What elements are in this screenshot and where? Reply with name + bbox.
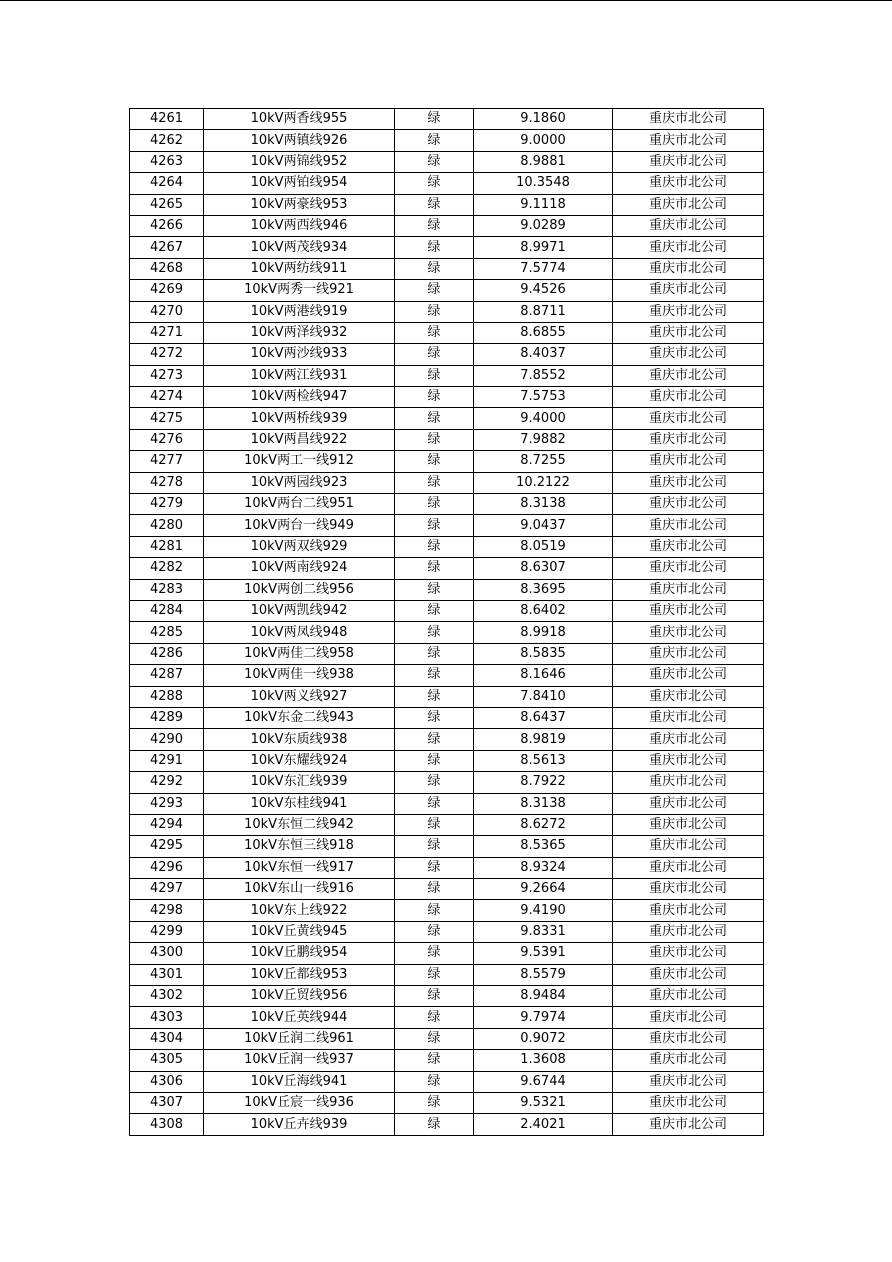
status-color-cell: 绿 (395, 1092, 474, 1113)
table-row (130, 707, 764, 728)
value-cell: 9.4190 (474, 900, 613, 921)
line-name-cell: 10kV丘都线953 (204, 964, 395, 985)
value-cell: 8.4037 (474, 344, 613, 365)
row-number-cell: 4276 (130, 429, 204, 450)
row-number-cell: 4302 (130, 986, 204, 1007)
line-name-cell: 10kV东恒二线942 (204, 814, 395, 835)
company-cell: 重庆市北公司 (613, 194, 764, 215)
line-name-cell: 10kV两西线946 (204, 215, 395, 236)
table-row (130, 130, 764, 151)
company-cell: 重庆市北公司 (613, 600, 764, 621)
row-number-cell: 4280 (130, 515, 204, 536)
status-color-cell: 绿 (395, 237, 474, 258)
value-cell: 8.1646 (474, 665, 613, 686)
row-number-cell: 4269 (130, 280, 204, 301)
line-name-cell: 10kV两沙线933 (204, 344, 395, 365)
row-number-cell: 4286 (130, 643, 204, 664)
company-cell: 重庆市北公司 (613, 451, 764, 472)
row-number-cell: 4265 (130, 194, 204, 215)
line-name-cell: 10kV两佳一线938 (204, 665, 395, 686)
company-cell: 重庆市北公司 (613, 686, 764, 707)
line-name-cell: 10kV两创二线956 (204, 579, 395, 600)
status-color-cell: 绿 (395, 1071, 474, 1092)
table-row (130, 280, 764, 301)
row-number-cell: 4294 (130, 814, 204, 835)
line-name-cell: 10kV丘润二线961 (204, 1028, 395, 1049)
status-color-cell: 绿 (395, 772, 474, 793)
row-number-cell: 4271 (130, 322, 204, 343)
row-number-cell: 4293 (130, 793, 204, 814)
company-cell: 重庆市北公司 (613, 494, 764, 515)
value-cell: 8.3138 (474, 494, 613, 515)
row-number-cell: 4261 (130, 109, 204, 130)
status-color-cell: 绿 (395, 857, 474, 878)
line-name-cell: 10kV东质线938 (204, 729, 395, 750)
company-cell: 重庆市北公司 (613, 322, 764, 343)
row-number-cell: 4304 (130, 1028, 204, 1049)
value-cell: 9.6744 (474, 1071, 613, 1092)
company-cell: 重庆市北公司 (613, 750, 764, 771)
value-cell: 9.2664 (474, 879, 613, 900)
line-name-cell: 10kV两义线927 (204, 686, 395, 707)
row-number-cell: 4274 (130, 387, 204, 408)
company-cell: 重庆市北公司 (613, 408, 764, 429)
status-color-cell: 绿 (395, 194, 474, 215)
company-cell: 重庆市北公司 (613, 622, 764, 643)
status-color-cell: 绿 (395, 665, 474, 686)
status-color-cell: 绿 (395, 1114, 474, 1135)
company-cell: 重庆市北公司 (613, 280, 764, 301)
company-cell: 重庆市北公司 (613, 1071, 764, 1092)
value-cell: 9.0289 (474, 215, 613, 236)
row-number-cell: 4284 (130, 600, 204, 621)
company-cell: 重庆市北公司 (613, 793, 764, 814)
line-name-cell: 10kV两双线929 (204, 536, 395, 557)
company-cell: 重庆市北公司 (613, 836, 764, 857)
row-number-cell: 4308 (130, 1114, 204, 1135)
row-number-cell: 4290 (130, 729, 204, 750)
company-cell: 重庆市北公司 (613, 536, 764, 557)
value-cell: 8.9324 (474, 857, 613, 878)
value-cell: 9.4000 (474, 408, 613, 429)
value-cell: 9.7974 (474, 1007, 613, 1028)
status-color-cell: 绿 (395, 301, 474, 322)
status-color-cell: 绿 (395, 173, 474, 194)
line-name-cell: 10kV两锦线952 (204, 151, 395, 172)
table-row (130, 301, 764, 322)
value-cell: 9.5321 (474, 1092, 613, 1113)
row-number-cell: 4300 (130, 943, 204, 964)
table-row (130, 322, 764, 343)
row-number-cell: 4298 (130, 900, 204, 921)
line-name-cell: 10kV两香线955 (204, 109, 395, 130)
status-color-cell: 绿 (395, 130, 474, 151)
status-color-cell: 绿 (395, 943, 474, 964)
value-cell: 9.5391 (474, 943, 613, 964)
table-row (130, 686, 764, 707)
row-number-cell: 4297 (130, 879, 204, 900)
table-row (130, 494, 764, 515)
line-name-cell: 10kV两佳二线958 (204, 643, 395, 664)
line-name-cell: 10kV两园线923 (204, 472, 395, 493)
status-color-cell: 绿 (395, 579, 474, 600)
line-name-cell: 10kV两台一线949 (204, 515, 395, 536)
value-cell: 8.7255 (474, 451, 613, 472)
table-row (130, 1092, 764, 1113)
company-cell: 重庆市北公司 (613, 665, 764, 686)
status-color-cell: 绿 (395, 793, 474, 814)
value-cell: 1.3608 (474, 1050, 613, 1071)
value-cell: 8.5613 (474, 750, 613, 771)
status-color-cell: 绿 (395, 879, 474, 900)
row-number-cell: 4270 (130, 301, 204, 322)
table-row (130, 1050, 764, 1071)
value-cell: 8.3138 (474, 793, 613, 814)
line-name-cell: 10kV两工一线912 (204, 451, 395, 472)
line-name-cell: 10kV两江线931 (204, 365, 395, 386)
value-cell: 8.9918 (474, 622, 613, 643)
company-cell: 重庆市北公司 (613, 986, 764, 1007)
company-cell: 重庆市北公司 (613, 857, 764, 878)
status-color-cell: 绿 (395, 921, 474, 942)
line-name-cell: 10kV两豪线953 (204, 194, 395, 215)
row-number-cell: 4281 (130, 536, 204, 557)
value-cell: 8.6437 (474, 707, 613, 728)
row-number-cell: 4287 (130, 665, 204, 686)
value-cell: 8.9881 (474, 151, 613, 172)
row-number-cell: 4285 (130, 622, 204, 643)
company-cell: 重庆市北公司 (613, 237, 764, 258)
status-color-cell: 绿 (395, 280, 474, 301)
line-name-cell: 10kV两桥线939 (204, 408, 395, 429)
row-number-cell: 4277 (130, 451, 204, 472)
value-cell: 7.9882 (474, 429, 613, 450)
value-cell: 10.2122 (474, 472, 613, 493)
company-cell: 重庆市北公司 (613, 943, 764, 964)
table-row (130, 472, 764, 493)
line-name-cell: 10kV两检线947 (204, 387, 395, 408)
company-cell: 重庆市北公司 (613, 558, 764, 579)
value-cell: 7.5774 (474, 258, 613, 279)
company-cell: 重庆市北公司 (613, 258, 764, 279)
table-row (130, 536, 764, 557)
table-row (130, 1071, 764, 1092)
company-cell: 重庆市北公司 (613, 151, 764, 172)
row-number-cell: 4289 (130, 707, 204, 728)
table-row (130, 258, 764, 279)
value-cell: 8.5365 (474, 836, 613, 857)
line-name-cell: 10kV丘英线944 (204, 1007, 395, 1028)
line-name-cell: 10kV丘宸一线936 (204, 1092, 395, 1113)
line-name-cell: 10kV丘卉线939 (204, 1114, 395, 1135)
value-cell: 7.8410 (474, 686, 613, 707)
company-cell: 重庆市北公司 (613, 344, 764, 365)
table-row (130, 772, 764, 793)
line-name-cell: 10kV东山一线916 (204, 879, 395, 900)
status-color-cell: 绿 (395, 558, 474, 579)
status-color-cell: 绿 (395, 707, 474, 728)
line-data-table (129, 108, 764, 1136)
line-name-cell: 10kV两昌线922 (204, 429, 395, 450)
status-color-cell: 绿 (395, 986, 474, 1007)
company-cell: 重庆市北公司 (613, 130, 764, 151)
line-name-cell: 10kV东汇线939 (204, 772, 395, 793)
company-cell: 重庆市北公司 (613, 472, 764, 493)
company-cell: 重庆市北公司 (613, 1092, 764, 1113)
company-cell: 重庆市北公司 (613, 1007, 764, 1028)
table-row (130, 986, 764, 1007)
value-cell: 8.5579 (474, 964, 613, 985)
table-row (130, 857, 764, 878)
status-color-cell: 绿 (395, 1028, 474, 1049)
table-row (130, 622, 764, 643)
value-cell: 7.5753 (474, 387, 613, 408)
line-name-cell: 10kV丘贸线956 (204, 986, 395, 1007)
table-row (130, 429, 764, 450)
value-cell: 9.1860 (474, 109, 613, 130)
company-cell: 重庆市北公司 (613, 429, 764, 450)
row-number-cell: 4283 (130, 579, 204, 600)
company-cell: 重庆市北公司 (613, 729, 764, 750)
line-name-cell: 10kV两铂线954 (204, 173, 395, 194)
table-row (130, 900, 764, 921)
page-top-rule (0, 0, 892, 1)
status-color-cell: 绿 (395, 836, 474, 857)
value-cell: 0.9072 (474, 1028, 613, 1049)
row-number-cell: 4296 (130, 857, 204, 878)
table-row (130, 151, 764, 172)
table-row (130, 515, 764, 536)
status-color-cell: 绿 (395, 109, 474, 130)
row-number-cell: 4301 (130, 964, 204, 985)
row-number-cell: 4272 (130, 344, 204, 365)
table-row (130, 451, 764, 472)
row-number-cell: 4266 (130, 215, 204, 236)
row-number-cell: 4264 (130, 173, 204, 194)
status-color-cell: 绿 (395, 344, 474, 365)
company-cell: 重庆市北公司 (613, 515, 764, 536)
row-number-cell: 4307 (130, 1092, 204, 1113)
table-row (130, 109, 764, 130)
status-color-cell: 绿 (395, 536, 474, 557)
table-body (130, 109, 764, 1136)
row-number-cell: 4278 (130, 472, 204, 493)
company-cell: 重庆市北公司 (613, 964, 764, 985)
status-color-cell: 绿 (395, 964, 474, 985)
company-cell: 重庆市北公司 (613, 879, 764, 900)
line-name-cell: 10kV两镇线926 (204, 130, 395, 151)
status-color-cell: 绿 (395, 151, 474, 172)
table-row (130, 793, 764, 814)
company-cell: 重庆市北公司 (613, 173, 764, 194)
status-color-cell: 绿 (395, 472, 474, 493)
status-color-cell: 绿 (395, 258, 474, 279)
value-cell: 2.4021 (474, 1114, 613, 1135)
table-row (130, 237, 764, 258)
line-name-cell: 10kV丘鹏线954 (204, 943, 395, 964)
table-row (130, 921, 764, 942)
table-row (130, 215, 764, 236)
status-color-cell: 绿 (395, 622, 474, 643)
value-cell: 8.6855 (474, 322, 613, 343)
table-row (130, 579, 764, 600)
row-number-cell: 4303 (130, 1007, 204, 1028)
value-cell: 8.6307 (474, 558, 613, 579)
row-number-cell: 4275 (130, 408, 204, 429)
row-number-cell: 4305 (130, 1050, 204, 1071)
table-row (130, 643, 764, 664)
status-color-cell: 绿 (395, 494, 474, 515)
value-cell: 8.9971 (474, 237, 613, 258)
line-name-cell: 10kV丘海线941 (204, 1071, 395, 1092)
table-row (130, 558, 764, 579)
line-name-cell: 10kV两茂线934 (204, 237, 395, 258)
company-cell: 重庆市北公司 (613, 1028, 764, 1049)
value-cell: 7.8552 (474, 365, 613, 386)
company-cell: 重庆市北公司 (613, 900, 764, 921)
value-cell: 9.0000 (474, 130, 613, 151)
company-cell: 重庆市北公司 (613, 1114, 764, 1135)
status-color-cell: 绿 (395, 451, 474, 472)
row-number-cell: 4306 (130, 1071, 204, 1092)
status-color-cell: 绿 (395, 900, 474, 921)
line-name-cell: 10kV东恒一线917 (204, 857, 395, 878)
row-number-cell: 4268 (130, 258, 204, 279)
row-number-cell: 4273 (130, 365, 204, 386)
status-color-cell: 绿 (395, 429, 474, 450)
line-name-cell: 10kV两凤线948 (204, 622, 395, 643)
line-name-cell: 10kV两港线919 (204, 301, 395, 322)
table-row (130, 879, 764, 900)
status-color-cell: 绿 (395, 643, 474, 664)
table-row (130, 665, 764, 686)
value-cell: 9.8331 (474, 921, 613, 942)
table-row (130, 1114, 764, 1135)
company-cell: 重庆市北公司 (613, 387, 764, 408)
line-name-cell: 10kV东耀线924 (204, 750, 395, 771)
table-row (130, 1028, 764, 1049)
row-number-cell: 4279 (130, 494, 204, 515)
value-cell: 8.9484 (474, 986, 613, 1007)
table-row (130, 1007, 764, 1028)
company-cell: 重庆市北公司 (613, 707, 764, 728)
row-number-cell: 4262 (130, 130, 204, 151)
table-row (130, 964, 764, 985)
table-row (130, 387, 764, 408)
value-cell: 8.8711 (474, 301, 613, 322)
value-cell: 8.5835 (474, 643, 613, 664)
company-cell: 重庆市北公司 (613, 814, 764, 835)
company-cell: 重庆市北公司 (613, 301, 764, 322)
table-row (130, 408, 764, 429)
row-number-cell: 4292 (130, 772, 204, 793)
row-number-cell: 4282 (130, 558, 204, 579)
line-name-cell: 10kV东上线922 (204, 900, 395, 921)
status-color-cell: 绿 (395, 729, 474, 750)
table-row (130, 943, 764, 964)
line-name-cell: 10kV两南线924 (204, 558, 395, 579)
line-name-cell: 10kV丘润一线937 (204, 1050, 395, 1071)
line-name-cell: 10kV两台二线951 (204, 494, 395, 515)
table-row (130, 729, 764, 750)
status-color-cell: 绿 (395, 686, 474, 707)
value-cell: 9.4526 (474, 280, 613, 301)
row-number-cell: 4288 (130, 686, 204, 707)
company-cell: 重庆市北公司 (613, 215, 764, 236)
status-color-cell: 绿 (395, 215, 474, 236)
row-number-cell: 4295 (130, 836, 204, 857)
status-color-cell: 绿 (395, 387, 474, 408)
status-color-cell: 绿 (395, 515, 474, 536)
row-number-cell: 4267 (130, 237, 204, 258)
table-row (130, 344, 764, 365)
table-row (130, 836, 764, 857)
value-cell: 8.6402 (474, 600, 613, 621)
company-cell: 重庆市北公司 (613, 109, 764, 130)
value-cell: 8.3695 (474, 579, 613, 600)
company-cell: 重庆市北公司 (613, 579, 764, 600)
row-number-cell: 4299 (130, 921, 204, 942)
company-cell: 重庆市北公司 (613, 643, 764, 664)
line-name-cell: 10kV两凯线942 (204, 600, 395, 621)
company-cell: 重庆市北公司 (613, 772, 764, 793)
status-color-cell: 绿 (395, 408, 474, 429)
line-name-cell: 10kV两纺线911 (204, 258, 395, 279)
table-row (130, 194, 764, 215)
table-row (130, 173, 764, 194)
status-color-cell: 绿 (395, 600, 474, 621)
status-color-cell: 绿 (395, 322, 474, 343)
value-cell: 8.7922 (474, 772, 613, 793)
value-cell: 9.1118 (474, 194, 613, 215)
table-row (130, 814, 764, 835)
value-cell: 9.0437 (474, 515, 613, 536)
company-cell: 重庆市北公司 (613, 1050, 764, 1071)
line-name-cell: 10kV东恒三线918 (204, 836, 395, 857)
table-row (130, 750, 764, 771)
value-cell: 8.9819 (474, 729, 613, 750)
line-name-cell: 10kV东金二线943 (204, 707, 395, 728)
value-cell: 8.0519 (474, 536, 613, 557)
table-row (130, 365, 764, 386)
status-color-cell: 绿 (395, 750, 474, 771)
line-name-cell: 10kV两泽线932 (204, 322, 395, 343)
company-cell: 重庆市北公司 (613, 365, 764, 386)
row-number-cell: 4291 (130, 750, 204, 771)
value-cell: 10.3548 (474, 173, 613, 194)
company-cell: 重庆市北公司 (613, 921, 764, 942)
line-name-cell: 10kV两秀一线921 (204, 280, 395, 301)
line-name-cell: 10kV东桂线941 (204, 793, 395, 814)
table-row (130, 600, 764, 621)
status-color-cell: 绿 (395, 365, 474, 386)
status-color-cell: 绿 (395, 1007, 474, 1028)
value-cell: 8.6272 (474, 814, 613, 835)
line-name-cell: 10kV丘黄线945 (204, 921, 395, 942)
status-color-cell: 绿 (395, 814, 474, 835)
row-number-cell: 4263 (130, 151, 204, 172)
status-color-cell: 绿 (395, 1050, 474, 1071)
